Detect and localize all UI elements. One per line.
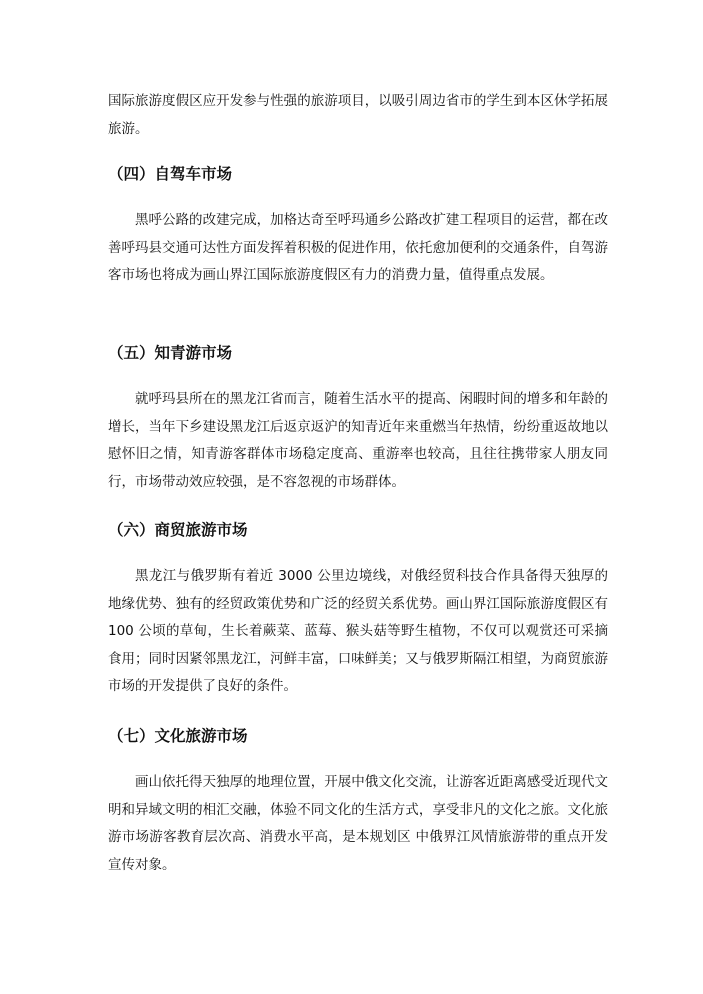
section-heading-culture-tourism: （七）文化旅游市场 [108,727,248,745]
section-heading-trade-tourism: （六）商贸旅游市场 [108,521,248,539]
intro-paragraph: 国际旅游度假区应开发参与性强的旅游项目，以吸引周边省市的学生到本区休学拓展旅游。 [108,93,608,137]
section-paragraph-culture-tourism: 画山依托得天独厚的地理位置，开展中俄文化交流，让游客近距离感受近现代文明和异域文明的相汇交融，体验不同文化的生活方式，享受非凡的文化之旅。文化旅游市场游客教育层次高、消费水平高，是本规划区 中俄界江风情旅游带的重点开发宣传对象。 [108,774,608,873]
section-paragraph-self-drive: 黑呼公路的改建完成，加格达奇至呼玛通乡公路改扩建工程项目的运营，都在改善呼玛县交通可达性方面发挥着积极的促进作用，依托愈加便利的交通条件，自驾游客市场也将成为画山界江国际旅游度假区有力的消费力量，值得重点发展。 [108,212,608,283]
section-paragraph-educated-youth: 就呼玛县所在的黑龙江省而言，随着生活水平的提高、闲暇时间的增多和年龄的增长，当年下乡建设黑龙江后返京返沪的知青近年来重燃当年热情，纷纷重返故地以慰怀旧之情，知青游客群体市场稳定度高、重游率也较高，且往往携带家人朋友同行，市场带动效应较强，是不容忽视的市场群体。 [108,391,608,490]
section-paragraph-trade-tourism: 黑龙江与俄罗斯有着近 3000 公里边境线，对俄经贸科技合作具备得天独厚的地缘优势、独有的经贸政策优势和广泛的经贸关系优势。画山界江国际旅游度假区有 100 公顷的草甸，生长着蕨菜、蓝莓、猴头菇等野生植物，不仅可以观赏还可采摘食用；同时因紧邻黑龙江，河鲜丰富，口味鲜美；又与俄罗斯隔江相望，为商贸旅游市场的开发提供了良好的条件。 [108,568,608,694]
section-heading-educated-youth: （五）知青游市场 [108,344,233,362]
section-heading-self-drive: （四）自驾车市场 [108,165,233,183]
